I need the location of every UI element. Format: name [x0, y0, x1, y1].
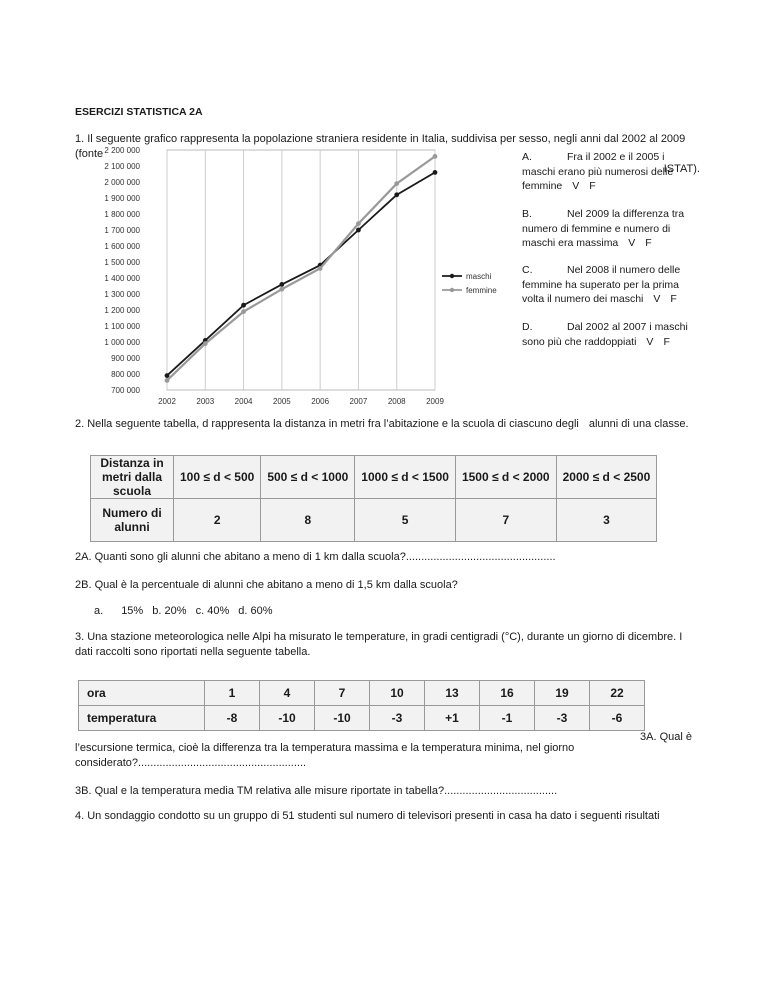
temperature-cell: -10	[260, 706, 315, 731]
data-point-femmine	[394, 181, 399, 186]
data-point-maschi	[279, 282, 284, 287]
table-row	[79, 706, 645, 731]
hour-cell: 10	[370, 681, 425, 706]
hour-cell: 1	[205, 681, 260, 706]
data-point-femmine	[241, 309, 246, 314]
data-point-femmine	[356, 221, 361, 226]
statement-letter: B.	[522, 208, 532, 220]
hour-cell: 22	[590, 681, 645, 706]
hour-row-label: ora	[79, 681, 205, 706]
x-tick-label: 2003	[196, 397, 215, 406]
question-2b: 2B. Qual è la percentuale di alunni che abitano a meno di 1,5 km dalla scuola?	[75, 579, 458, 591]
statement-text: Nel 2008 il numero delle femmine ha superato per la prima volta il numero dei maschi	[522, 264, 681, 305]
question-4: 4. Un sondaggio condotto su un gruppo di 51 studenti sul numero di televisori presenti in casa ha dato i seguenti risultati	[75, 810, 660, 822]
option-b: b. 20%	[152, 605, 187, 617]
statement-letter: A.	[522, 151, 532, 163]
statement-text: Dal 2002 al 2007 i maschi sono più che raddoppiati	[522, 321, 688, 348]
false-option[interactable]: F	[645, 237, 652, 249]
students-count-3: 5	[355, 499, 456, 542]
question-2	[75, 418, 689, 430]
data-point-femmine	[318, 266, 323, 271]
data-point-femmine	[433, 154, 438, 159]
distance-row-label: Distanza in metri dalla scuola	[91, 456, 174, 499]
y-tick-label: 1 000 000	[104, 338, 140, 347]
y-tick-label: 2 200 000	[104, 146, 140, 155]
chart-x-ticks	[158, 397, 444, 406]
data-point-maschi	[241, 303, 246, 308]
series-line-femmine	[167, 156, 435, 380]
x-tick-label: 2004	[234, 397, 253, 406]
statement-text: Nel 2009 la differenza tra numero di femmine e numero di maschi era massima	[522, 208, 685, 249]
students-count-5: 3	[556, 499, 657, 542]
temperature-cell: -8	[205, 706, 260, 731]
hour-cell: 13	[425, 681, 480, 706]
data-point-femmine	[165, 378, 170, 383]
temperature-cell: -3	[370, 706, 425, 731]
temperature-cell: -3	[535, 706, 590, 731]
students-count-1: 2	[174, 499, 261, 542]
true-option[interactable]: V	[628, 237, 636, 249]
y-tick-label: 2 100 000	[104, 162, 140, 171]
x-tick-label: 2006	[311, 397, 330, 406]
statement-3	[522, 263, 697, 307]
question-3a-label: 3A. Qual è	[640, 731, 692, 743]
population-chart	[80, 140, 510, 410]
students-count-4: 7	[455, 499, 556, 542]
question-3a: l’escursione termica, cioè la differenza tra la temperatura massima e la temperatura minima, nel giorno considerato?.......................................................	[75, 742, 575, 769]
question-3: 3. Una stazione meteorologica nelle Alpi ha misurato le temperature, in gradi centigradi (°C), durante un giorno di dicembre. I dati raccolti sono riportati nella seguente tabella.	[75, 631, 683, 658]
question-2b-options	[94, 605, 279, 617]
x-tick-label: 2002	[158, 397, 176, 406]
question-2a: 2A. Quanti sono gli alunni che abitano a meno di 1 km dalla scuola?.................................................	[75, 551, 556, 563]
option-a: 15%	[121, 605, 144, 617]
data-point-femmine	[203, 341, 208, 346]
option-c: c. 40%	[195, 605, 230, 617]
data-point-maschi	[433, 170, 438, 175]
temperature-table	[78, 680, 645, 731]
question-2-text-cont: alunni di una classe.	[588, 418, 689, 430]
distance-class-1: 100 ≤ d < 500	[174, 456, 261, 499]
false-option[interactable]: F	[663, 335, 670, 348]
data-point-maschi	[394, 192, 399, 197]
legend-label: maschi	[466, 272, 492, 281]
question-1-text: 1. Il seguente grafico rappresenta la popolazione straniera residente in Italia, suddivisa per sesso, negli anni dal 2002 al 2009 (fonte	[75, 133, 686, 160]
distance-table	[90, 455, 657, 542]
option-d: d. 60%	[238, 605, 273, 617]
hour-cell: 7	[315, 681, 370, 706]
true-option[interactable]: V	[572, 180, 580, 192]
legend-marker	[450, 288, 454, 292]
y-tick-label: 1 600 000	[104, 242, 140, 251]
table-row	[91, 499, 657, 542]
y-tick-label: 1 200 000	[104, 306, 140, 315]
page-title: ESERCIZI STATISTICA 2A	[75, 106, 203, 118]
y-tick-label: 800 000	[111, 370, 140, 379]
hour-cell: 4	[260, 681, 315, 706]
y-tick-label: 700 000	[111, 386, 140, 395]
chart-legend	[442, 272, 497, 295]
distance-class-3: 1000 ≤ d < 1500	[355, 456, 456, 499]
x-tick-label: 2005	[272, 397, 291, 406]
statement-1	[522, 150, 697, 194]
legend-marker	[450, 274, 454, 278]
chart-y-ticks	[104, 146, 140, 395]
students-count-2: 8	[261, 499, 355, 542]
data-point-femmine	[279, 287, 284, 292]
option-a-letter: a.	[94, 605, 104, 617]
table-row	[91, 456, 657, 499]
y-tick-label: 1 300 000	[104, 290, 140, 299]
temperature-cell: -10	[315, 706, 370, 731]
x-tick-label: 2008	[387, 397, 406, 406]
y-tick-label: 1 400 000	[104, 274, 140, 283]
y-tick-label: 900 000	[111, 354, 140, 363]
y-tick-label: 1 800 000	[104, 210, 140, 219]
question-1-text-cont: ISTAT).	[663, 163, 700, 175]
data-point-maschi	[356, 228, 361, 233]
y-tick-label: 1 100 000	[104, 322, 140, 331]
false-option[interactable]: F	[589, 180, 596, 192]
series-line-maschi	[167, 172, 435, 375]
y-tick-label: 1 500 000	[104, 258, 140, 267]
question-2-text: 2. Nella seguente tabella, d rappresenta la distanza in metri fra l’abitazione e la scuola di ciascuno degli	[75, 418, 579, 430]
true-option[interactable]: V	[653, 293, 661, 305]
y-tick-label: 2 000 000	[104, 178, 140, 187]
table-row	[79, 681, 645, 706]
temperature-cell: +1	[425, 706, 480, 731]
statement-2	[522, 207, 697, 251]
hour-cell: 19	[535, 681, 590, 706]
distance-class-5: 2000 ≤ d < 2500	[556, 456, 657, 499]
true-option[interactable]: V	[646, 335, 654, 348]
x-tick-label: 2009	[426, 397, 444, 406]
statement-letter: D.	[522, 321, 533, 333]
temperature-cell: -6	[590, 706, 645, 731]
distance-class-2: 500 ≤ d < 1000	[261, 456, 355, 499]
y-tick-label: 1 900 000	[104, 194, 140, 203]
false-option[interactable]: F	[670, 293, 677, 305]
statement-letter: C.	[522, 264, 533, 276]
statement-4	[522, 320, 697, 349]
students-row-label: Numero di alunni	[91, 499, 174, 542]
hour-cell: 16	[480, 681, 535, 706]
legend-label: femmine	[466, 286, 497, 295]
distance-class-4: 1500 ≤ d < 2000	[455, 456, 556, 499]
temperature-cell: -1	[480, 706, 535, 731]
y-tick-label: 1 700 000	[104, 226, 140, 235]
temperature-row-label: temperatura	[79, 706, 205, 731]
question-3b: 3B. Qual e la temperatura media TM relativa alle misure riportate in tabella?.....................................	[75, 785, 558, 797]
x-tick-label: 2007	[349, 397, 368, 406]
statement-text: Fra il 2002 e il 2005 i maschi erano più numerosi delle femmine	[522, 151, 674, 192]
